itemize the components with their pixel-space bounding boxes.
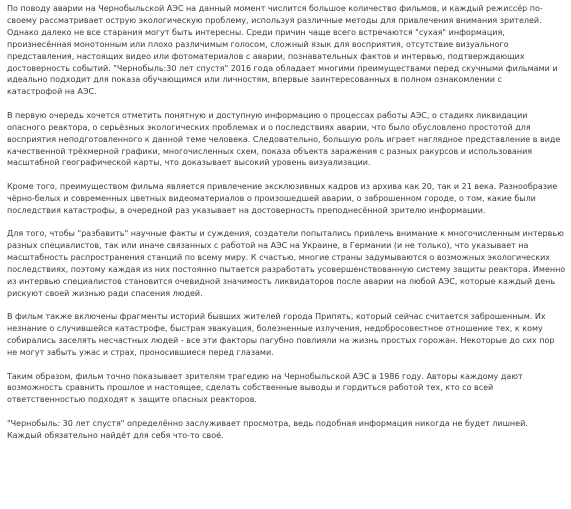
- paragraph-recommendation: "Чернобыль: 30 лет спустя" определённо заслуживает просмотра, ведь подобная информация никогда не будет лишней. Каждый обязательно найдёт для себя что-то своё.: [7, 418, 528, 440]
- paragraph-interviews: Для того, чтобы "разбавить" научные факты и суждения, создатели попытались привлечь внимание к многочисленным интервью разных специалистов, так или иначе связанных с работой на АЭС на Украине, в Германии (и не только), что указывает на масштабность распространения станций по всему миру. К счастью, многие страны задумываются о возможных экологических последствиях, поэтому каждая из них постоянно пытается разработать усовершенствованную систему защиты реактора. Именно из интервью специалистов становится очевидной значимость ликвидаторов после аварии на любой АЭС, которые каждый день рискуют своей жизнью ради спасения людей.: [7, 229, 566, 298]
- paragraph-information: В первую очередь хочется отметить понятную и доступную информацию о процессах работы АЭС, о стадиях ликвидации опасного реактора, о серьёзных экологических проблемах и о последствиях аварии, что было обусловлено простотой для восприятия неподготовленного к данной теме человека. Следовательно, большую роль играет наглядное представление в виде качественной трёхмерной графики, многочисленных схем, показа объекта заражения с разных ракурсов и использования масштабной географической карты, что доказывает высокий уровень визуализации.: [7, 110, 561, 168]
- paragraph-residents: В фильм также включены фрагменты историй бывших жителей города Припять, который сейчас считается заброшенным. Их незнание о случившейся катастрофе, быстрая эвакуация, болезненные излучения, недобросовестное отношение тех, к кому собирались заселять несчастных людей - все эти факторы пагубно повлияли на жизнь простых горожан. Некоторые до сих пор не могут забыть ужас и страх, проносившиеся перед глазами.: [7, 312, 555, 358]
- paragraph-archive-footage: Кроме того, преимуществом фильма является привлечение эксклюзивных кадров из архива как 20, так и 21 века. Разнообразие чёрно-белых и современных цветных видеоматериалов о произошедшей аварии, о заброшенном городе, о том, какие были последствия катастрофы, в очередной раз указывает на достоверность преподнесённой зрителю информации.: [7, 181, 558, 215]
- paragraph-intro: По поводу аварии на Чернобыльской АЭС на данный момент числится большое количество фильмов, и каждый режиссёр по- своему рассматривает острую экологическую проблему, используя различные методы для привлечения внимания зрителей. Однако далеко не все старания могут быть интересны. Среди причин чаще всего встречаются "сухая" информация, произнесённая монотонным или плохо различимым голосом, сложный язык для восприятия, отсутствие визуального представления, настоящих видео или фотоматериалов с аварии, познавательных фактов и интервью, подтверждающих достоверность событий. "Чернобыль:30 лет спустя" 2016 года обладает многими преимуществами перед скучными фильмами и идеально подходит для показа обучающимся или личностям, впервые заинтересованных в полном ознакомлении с катастрофой на АЭС.: [7, 4, 558, 97]
- paragraph-conclusion: Таким образом, фильм точно показывает зрителям трагедию на Чернобыльской АЭС в 1986 году. Авторы каждому дают возможность сравнить прошлое и настоящее, сделать собственные выводы и гордиться работой тех, кто со всей ответственностью подходят к защите опасных реакторов.: [7, 371, 523, 405]
